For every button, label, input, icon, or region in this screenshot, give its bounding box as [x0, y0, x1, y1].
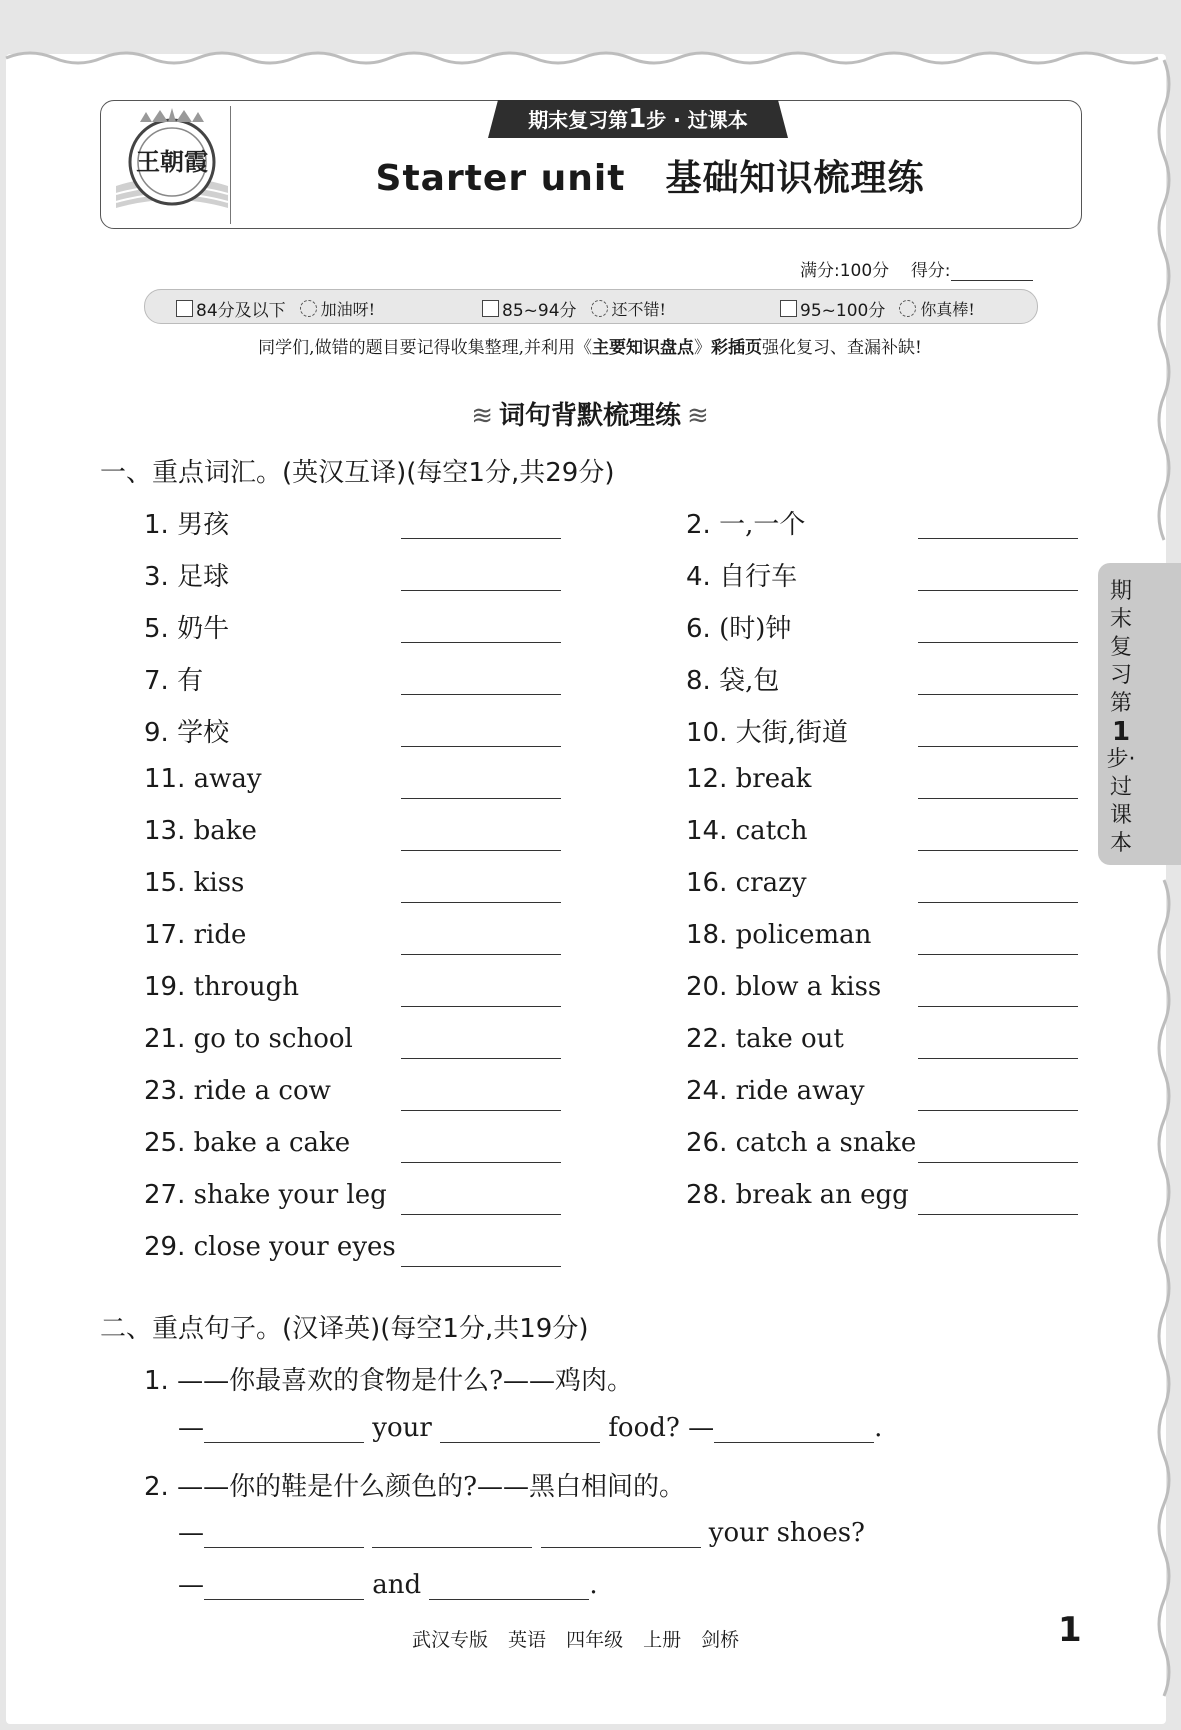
brand-logo-icon	[110, 108, 234, 222]
vocab-text: shake your leg	[193, 1180, 387, 1210]
answer-blank[interactable]	[918, 850, 1078, 851]
vocab-text: 男孩	[177, 510, 230, 540]
vocab-item	[686, 712, 848, 749]
vocab-item	[144, 1232, 396, 1262]
vocab-text: take out	[735, 1024, 844, 1054]
side-tab-num: 1	[1111, 717, 1131, 747]
vocab-item	[686, 920, 871, 950]
answer-blank[interactable]	[401, 850, 561, 851]
sentence-2-prompt	[144, 1466, 685, 1503]
answer-blank[interactable]	[401, 746, 561, 747]
answer-blank[interactable]	[918, 1006, 1078, 1007]
rating-option-high[interactable]	[780, 296, 975, 321]
answer-blank[interactable]	[401, 1214, 561, 1215]
vocab-text: through	[193, 972, 300, 1002]
face-icon	[591, 300, 608, 317]
title-chinese: 基础知识梳理练	[665, 158, 925, 199]
vocab-number: 23.	[144, 1076, 186, 1106]
vocab-number: 19.	[144, 972, 186, 1002]
vocab-text: kiss	[193, 868, 245, 898]
dash: —	[178, 1570, 204, 1600]
vocab-text: 有	[177, 666, 204, 696]
vocab-item	[144, 1076, 331, 1106]
rating-range: 84分及以下	[196, 301, 286, 321]
vocab-item	[686, 1128, 916, 1158]
rating-option-low[interactable]	[176, 296, 375, 321]
note-post: 强化复习、查漏补缺!	[761, 338, 922, 358]
title-english: Starter unit	[375, 158, 626, 199]
vocab-item	[686, 1024, 844, 1054]
answer-blank[interactable]	[401, 1266, 561, 1267]
answer-blank[interactable]	[918, 538, 1078, 539]
answer-blank[interactable]	[401, 798, 561, 799]
vocab-item	[686, 660, 779, 697]
vocab-text: ride away	[735, 1076, 865, 1106]
vocab-item	[144, 816, 257, 846]
sentence-number: 2.	[144, 1472, 169, 1502]
answer-blank[interactable]	[918, 590, 1078, 591]
vocab-number: 1.	[144, 510, 169, 540]
sentence-text: ——你最喜欢的食物是什么?——鸡肉。	[177, 1366, 634, 1396]
vocab-item	[144, 920, 246, 950]
vocab-item	[144, 608, 229, 645]
vocab-number: 20.	[686, 972, 728, 1002]
answer-blank[interactable]	[401, 1110, 561, 1111]
answer-blank[interactable]	[401, 1162, 561, 1163]
vocab-text: 大街,街道	[735, 718, 848, 748]
vocab-number: 7.	[144, 666, 169, 696]
answer-blank[interactable]	[204, 1573, 364, 1600]
note-bold2: 彩插页	[710, 338, 762, 358]
answer-blank[interactable]	[401, 902, 561, 903]
checkbox-icon[interactable]	[780, 300, 797, 317]
rating-comment: 加油呀!	[320, 300, 376, 319]
vocab-number: 8.	[686, 666, 711, 696]
sentence-1-prompt	[144, 1360, 633, 1397]
sentence-text: ——你的鞋是什么颜色的?——黑白相间的。	[177, 1472, 686, 1502]
checkbox-icon[interactable]	[482, 300, 499, 317]
note-mid: 》	[693, 338, 711, 358]
vocab-text: 一,一个	[719, 510, 806, 540]
answer-blank[interactable]	[204, 1521, 364, 1548]
vocab-text: 奶牛	[177, 614, 230, 644]
banner-post: 步 · 过课本	[646, 108, 748, 132]
step-banner	[488, 103, 788, 135]
side-tab-text	[1106, 578, 1136, 858]
vocab-number: 29.	[144, 1232, 186, 1262]
side-tab-pre: 期末复习第	[1109, 579, 1132, 716]
answer-blank[interactable]	[918, 1162, 1078, 1163]
vocab-number: 2.	[686, 510, 711, 540]
vocab-item	[686, 764, 811, 794]
vocab-number: 25.	[144, 1128, 186, 1158]
vocab-text: break an egg	[735, 1180, 909, 1210]
answer-blank[interactable]	[401, 954, 561, 955]
part1-title: 一、重点词汇。(英汉互译)(每空1分,共29分)	[100, 458, 615, 488]
sentence-2-answer-a	[178, 1518, 865, 1548]
answer-blank[interactable]	[918, 902, 1078, 903]
part2-title: 二、重点句子。(汉译英)(每空1分,共19分)	[100, 1314, 589, 1344]
score-blank[interactable]	[951, 262, 1033, 281]
vocab-number: 27.	[144, 1180, 186, 1210]
vocab-item	[686, 1180, 909, 1210]
rating-comment: 还不错!	[611, 300, 666, 319]
answer-blank[interactable]	[401, 1006, 561, 1007]
vocab-text: break	[735, 764, 812, 794]
period: .	[589, 1570, 598, 1600]
answer-blank[interactable]	[918, 642, 1078, 643]
vocab-text: ride a cow	[193, 1076, 331, 1106]
vocab-item	[144, 504, 229, 541]
word-and: and	[372, 1570, 422, 1600]
vocab-number: 24.	[686, 1076, 728, 1106]
vocab-text: 足球	[177, 562, 230, 592]
note-pre: 同学们,做错的题目要记得收集整理,并利用《	[258, 338, 592, 358]
vocab-number: 16.	[686, 868, 728, 898]
logo-name: 王朝霞	[136, 147, 208, 176]
vocab-item	[144, 556, 229, 593]
vocab-item	[686, 868, 807, 898]
section-heading-text: 词句背默梳理练	[498, 401, 681, 431]
vocab-text: bake a cake	[193, 1128, 351, 1158]
rating-range: 95~100分	[800, 301, 886, 321]
answer-blank[interactable]	[918, 1058, 1078, 1059]
vocab-item	[144, 1180, 387, 1210]
dash: —	[688, 1413, 715, 1443]
sentence-2-answer-b	[178, 1570, 598, 1600]
vocab-item	[144, 712, 229, 749]
vocab-item	[144, 660, 203, 697]
word-food: food?	[608, 1413, 680, 1443]
vocab-number: 10.	[686, 718, 728, 748]
vocab-text: ride	[193, 920, 247, 950]
word-your-shoes: your shoes?	[708, 1518, 865, 1548]
vocab-number: 3.	[144, 562, 169, 592]
vocab-number: 18.	[686, 920, 728, 950]
vocab-item	[144, 972, 299, 1002]
rating-option-mid[interactable]	[482, 296, 666, 321]
vocab-number: 21.	[144, 1024, 186, 1054]
sentence-number: 1.	[144, 1366, 169, 1396]
period: .	[874, 1413, 883, 1443]
answer-blank[interactable]	[401, 694, 561, 695]
vocab-text: 袋,包	[719, 666, 780, 696]
vocab-text: 学校	[177, 718, 230, 748]
vocab-text: go to school	[193, 1024, 353, 1054]
sentence-1-answer	[178, 1413, 882, 1443]
answer-blank[interactable]	[401, 590, 561, 591]
note-bold: 主要知识盘点	[591, 338, 694, 358]
section-heading	[440, 395, 740, 432]
vocab-item	[144, 868, 244, 898]
answer-blank[interactable]	[541, 1521, 701, 1548]
full-score-label: 满分:100分	[800, 261, 890, 281]
answer-blank[interactable]	[918, 798, 1078, 799]
vocab-number: 11.	[144, 764, 186, 794]
vocab-text: policeman	[735, 920, 872, 950]
answer-blank[interactable]	[918, 1110, 1078, 1111]
banner-pre: 期末复习第	[528, 108, 629, 132]
checkbox-icon[interactable]	[176, 300, 193, 317]
vocab-item	[686, 556, 797, 593]
vocab-number: 12.	[686, 764, 728, 794]
rating-comment: 你真棒!	[920, 300, 975, 319]
vocab-text: crazy	[735, 868, 807, 898]
wave-icon: ≋	[687, 401, 709, 431]
answer-blank[interactable]	[372, 1521, 532, 1548]
vocab-number: 15.	[144, 868, 186, 898]
answer-blank[interactable]	[714, 1416, 874, 1443]
page-number: 1	[1058, 1610, 1082, 1650]
wave-icon: ≋	[471, 401, 493, 431]
answer-blank[interactable]	[440, 1416, 600, 1443]
banner-number: 1	[628, 104, 647, 134]
score-label: 得分:	[910, 261, 951, 281]
instruction-note	[100, 333, 1080, 358]
vocab-item	[144, 1024, 353, 1054]
vocab-number: 5.	[144, 614, 169, 644]
face-icon	[300, 300, 317, 317]
vocab-item	[686, 816, 807, 846]
vocab-number: 6.	[686, 614, 711, 644]
vocab-text: bake	[193, 816, 257, 846]
vocab-text: catch a snake	[735, 1128, 917, 1158]
vocab-number: 4.	[686, 562, 711, 592]
rating-range: 85~94分	[502, 301, 577, 321]
vocab-text: 自行车	[719, 562, 798, 592]
vocab-number: 14.	[686, 816, 728, 846]
face-icon	[899, 300, 916, 317]
answer-blank[interactable]	[204, 1416, 364, 1443]
vocab-text: away	[193, 764, 262, 794]
answer-blank[interactable]	[918, 694, 1078, 695]
vocab-number: 9.	[144, 718, 169, 748]
vocab-item	[144, 1128, 350, 1158]
vocab-item	[686, 504, 805, 541]
answer-blank[interactable]	[401, 642, 561, 643]
answer-blank[interactable]	[401, 1058, 561, 1059]
answer-blank[interactable]	[429, 1573, 589, 1600]
vocab-item	[686, 608, 791, 645]
vocab-number: 22.	[686, 1024, 728, 1054]
answer-blank[interactable]	[918, 954, 1078, 955]
vocab-number: 17.	[144, 920, 186, 950]
answer-blank[interactable]	[918, 746, 1078, 747]
vocab-text: close your eyes	[193, 1232, 396, 1262]
vocab-number: 26.	[686, 1128, 728, 1158]
vocab-text: (时)钟	[719, 614, 792, 644]
page-title	[230, 150, 1070, 201]
vocab-item	[686, 1076, 865, 1106]
dash: —	[178, 1413, 204, 1443]
score-line	[800, 256, 1033, 281]
vocab-item	[686, 972, 881, 1002]
word-your: your	[372, 1413, 432, 1443]
footer-info: 武汉专版 英语 四年级 上册 剑桥	[412, 1629, 740, 1651]
dash: —	[178, 1518, 204, 1548]
side-tab-post: 步·过课本	[1106, 747, 1136, 856]
vocab-text: catch	[735, 816, 808, 846]
vocab-item	[144, 764, 262, 794]
vocab-number: 13.	[144, 816, 186, 846]
vocab-text: blow a kiss	[735, 972, 882, 1002]
answer-blank[interactable]	[918, 1214, 1078, 1215]
answer-blank[interactable]	[401, 538, 561, 539]
vocab-number: 28.	[686, 1180, 728, 1210]
